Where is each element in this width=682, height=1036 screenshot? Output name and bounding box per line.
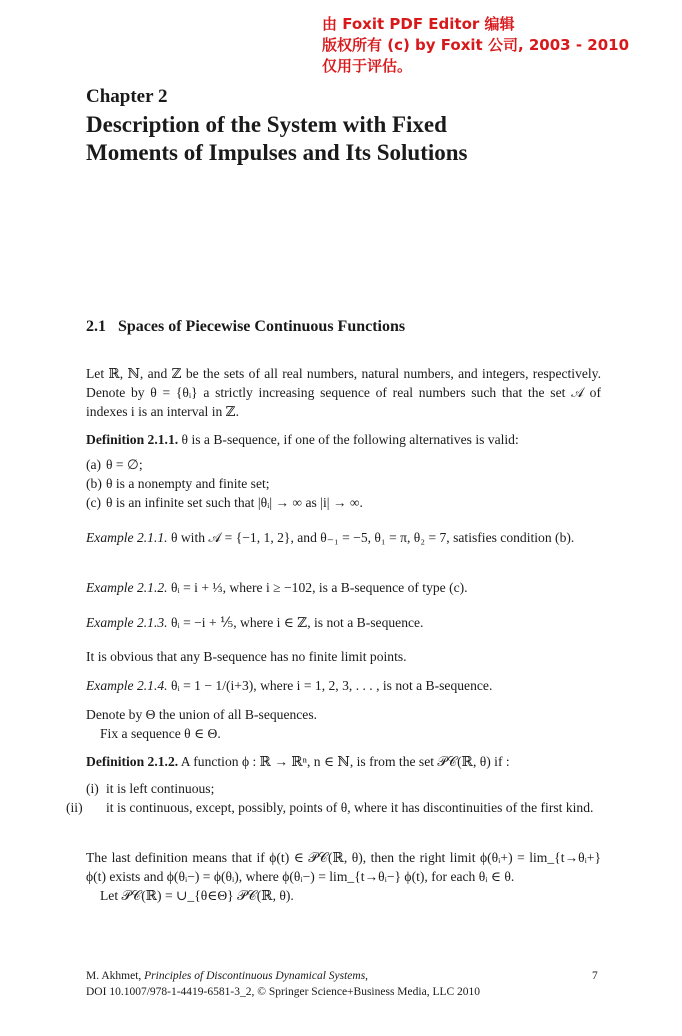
denote-line: Denote by Θ the union of all B-sequences. — [86, 707, 318, 722]
footer-doi: DOI 10.1007/978-1-4419-6581-3_2, © Springer Science+Business Media, LLC 2010 — [86, 986, 481, 998]
watermark-line-3: 仅用于评估。 — [322, 57, 413, 75]
fix-line: Fix a sequence θ ∈ Θ. — [100, 726, 221, 741]
section-title: Spaces of Piecewise Continuous Functions — [118, 318, 406, 335]
example-text: θᵢ = −i + ⅕, where i ∈ ℤ, is not a B-sequence. — [167, 615, 424, 630]
example-2-1-4 — [86, 676, 601, 695]
example-text: θᵢ = i + ⅓, where i ≥ −102, is a B-sequence of type (c). — [167, 580, 468, 595]
footer-citation: M. Akhmet, Principles of Discontinuous Dynamical Systems, — [86, 970, 369, 982]
example-label: Example 2.1.1. — [86, 530, 168, 545]
list-item: (b) θ is a nonempty and finite set; — [86, 476, 270, 491]
page-number: 7 — [592, 970, 598, 982]
denote-paragraph — [86, 705, 601, 743]
section-heading — [86, 318, 405, 336]
example-text: θᵢ = 1 − 1/(i+3), where i = 1, 2, 3, . . . , is not a B-sequence. — [167, 678, 493, 693]
definition-explanation — [86, 848, 601, 905]
definition-2-1-1 — [86, 430, 601, 449]
list-item: (a) θ = ∅; — [86, 457, 143, 472]
example-2-1-2 — [86, 578, 601, 597]
example-label: Example 2.1.2. — [86, 580, 168, 595]
example-text: θ with 𝒜 = {−1, 1, 2}, and θ₋₁ = −5, θ₁ = π, θ₂ = 7, satisfies condition (b). — [167, 530, 575, 545]
intro-paragraph: Let ℝ, ℕ, and ℤ be the sets of all real numbers, natural numbers, and integers, respectively. Denote by θ = {θᵢ} a strictly increasing sequence of real numbers such that the set 𝒜 of indexes i is an interval in ℤ. — [86, 366, 601, 419]
definition-text: A function ϕ : ℝ → ℝⁿ, n ∈ ℕ, is from the set 𝒫𝒞(ℝ, θ) if : — [178, 754, 510, 769]
definition-2-1-2 — [86, 752, 601, 771]
foxit-watermark — [322, 14, 629, 77]
chapter-title-line-2: Moments of Impulses and Its Solutions — [86, 140, 468, 165]
definition-2-1-1-list — [86, 455, 601, 512]
chapter-label: Chapter 2 — [86, 86, 168, 107]
list-item: (c) θ is an infinite set such that |θᵢ| → ∞ as |i| → ∞. — [86, 495, 363, 510]
watermark-line-1: 由 Foxit PDF Editor 编辑 — [322, 15, 515, 33]
page-footer — [86, 968, 601, 1000]
example-label: Example 2.1.3. — [86, 615, 168, 630]
list-item: (ii) it is continuous, except, possibly, points of θ, where it has discontinuities of the first kind. — [66, 800, 594, 815]
example-2-1-3 — [86, 613, 601, 632]
watermark-line-2: 版权所有 (c) by Foxit 公司, 2003 - 2010 — [322, 36, 630, 54]
example-label: Example 2.1.4. — [86, 678, 168, 693]
let-pc-line: Let 𝒫𝒞(ℝ) = ∪_{θ∈Θ} 𝒫𝒞(ℝ, θ). — [100, 888, 294, 903]
chapter-title — [86, 111, 606, 167]
definition-label: Definition 2.1.1. — [86, 432, 179, 447]
book-title: Principles of Discontinuous Dynamical Systems — [144, 970, 366, 982]
list-item: (i) it is left continuous; — [86, 781, 215, 796]
explanation-text: The last definition means that if ϕ(t) ∈ 𝒫𝒞(ℝ, θ), then the right limit ϕ(θᵢ+) = lim_{t→θᵢ+} ϕ(t) exists and ϕ(θᵢ−) = ϕ(θᵢ), where ϕ(θᵢ−) = lim_{t→θᵢ−} ϕ(t), for each θᵢ ∈ θ. — [86, 850, 601, 884]
definition-text: θ is a B-sequence, if one of the following alternatives is valid: — [178, 432, 519, 447]
definition-2-1-2-list — [66, 779, 621, 817]
obvious-statement: It is obvious that any B-sequence has no finite limit points. — [86, 649, 407, 664]
chapter-title-line-1: Description of the System with Fixed — [86, 112, 447, 137]
definition-label: Definition 2.1.2. — [86, 754, 179, 769]
example-2-1-1 — [86, 528, 601, 547]
section-number: 2.1 — [86, 318, 106, 335]
